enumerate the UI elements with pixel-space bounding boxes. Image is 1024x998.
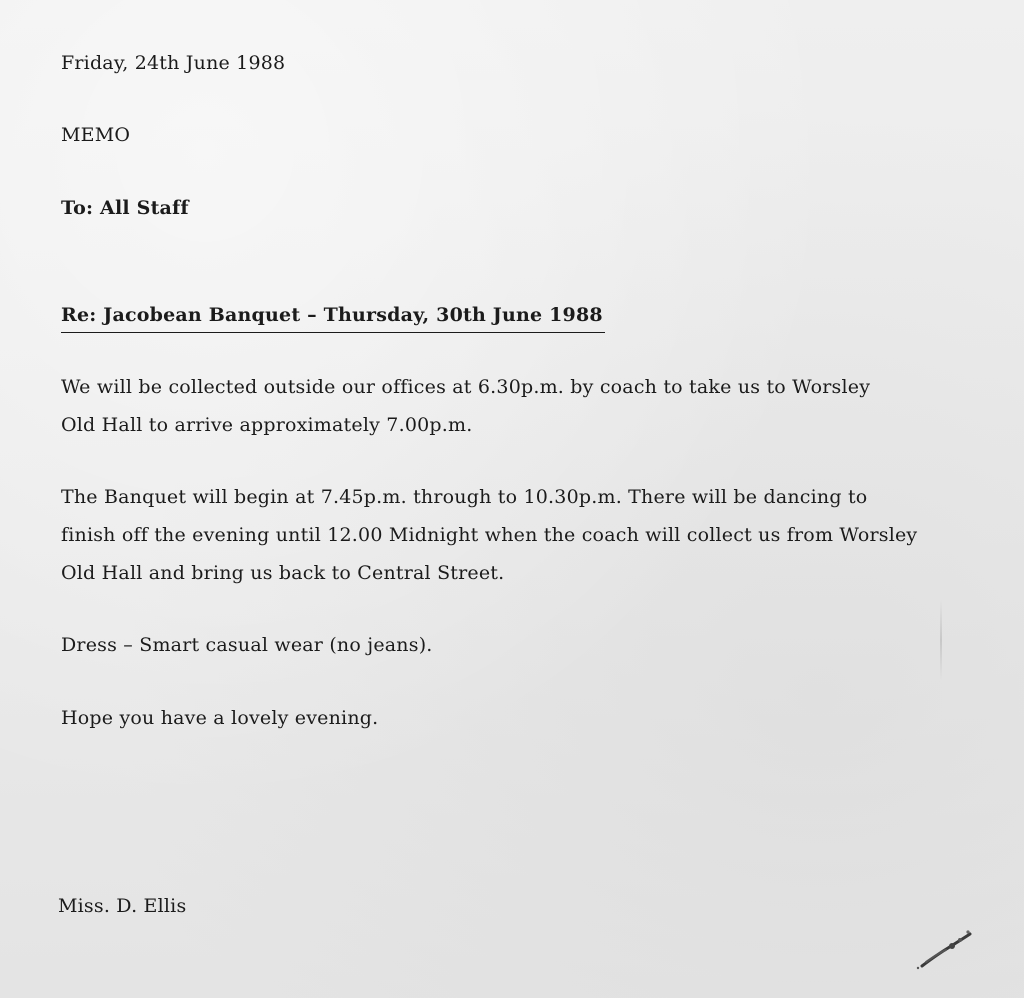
paragraph-line: finish off the evening until 12.00 Midnight when the coach will collect us from Worsley: [61, 524, 918, 546]
closing-line: Hope you have a lovely evening.: [61, 707, 379, 729]
ink-smudge-mark: [912, 922, 976, 976]
paragraph-line: Old Hall and bring us back to Central Street.: [61, 562, 505, 584]
memo-recipient: To: All Staff: [61, 197, 189, 219]
paragraph-line: We will be collected outside our offices at 6.30p.m. by coach to take us to Worsley: [61, 376, 871, 398]
paragraph-line: The Banquet will begin at 7.45p.m. through to 10.30p.m. There will be dancing to: [61, 486, 868, 508]
dress-code: Dress – Smart casual wear (no jeans).: [61, 634, 433, 656]
paragraph-schedule: [61, 478, 1001, 592]
memo-subject: Re: Jacobean Banquet – Thursday, 30th June 1988: [61, 298, 605, 333]
signatory-name: Miss. D. Ellis: [58, 895, 187, 917]
paragraph-line: Old Hall to arrive approximately 7.00p.m.: [61, 414, 473, 436]
memo-heading: MEMO: [61, 124, 131, 146]
paper-crease: [940, 600, 942, 680]
memo-date: Friday, 24th June 1988: [61, 52, 286, 74]
paragraph-transport: [61, 368, 1001, 444]
